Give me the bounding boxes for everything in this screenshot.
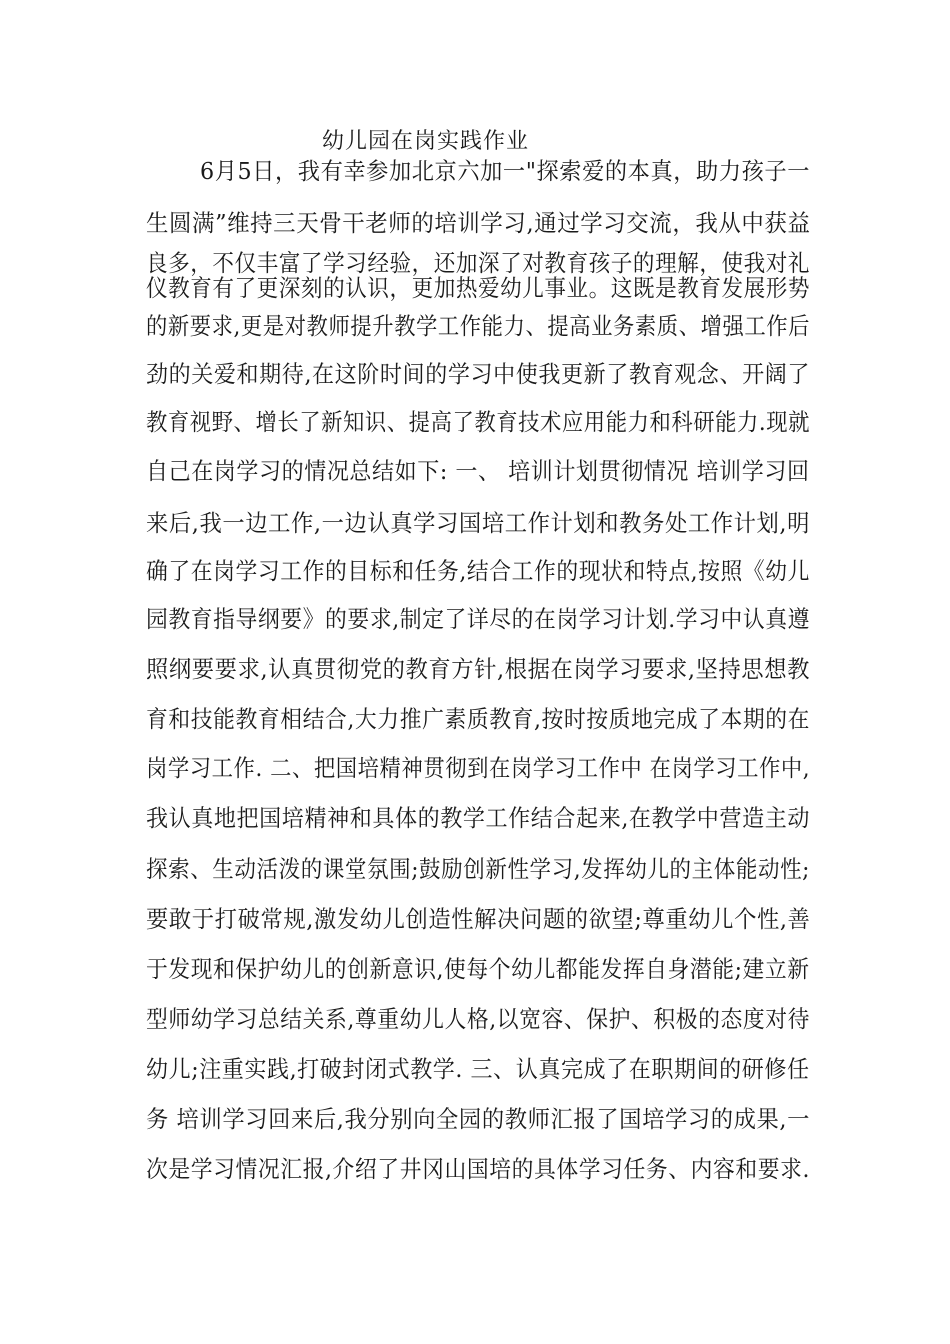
paragraph-line: 生圆满”维持三天骨干老师的培训学习,通过学习交流，我从中获益 xyxy=(146,209,811,237)
paragraph-line: 6月5日，我有幸参加北京六加一"探索爱的本真，助力孩子一 xyxy=(200,157,810,185)
paragraph-line: 型师幼学习总结关系,尊重幼儿人格,以宽容、保护、积极的态度对待 xyxy=(146,1005,811,1033)
paragraph-line: 劲的关爱和期待,在这阶时间的学习中使我更新了教育观念、开阔了 xyxy=(146,360,810,388)
paragraph-line: 仪教育有了更深刻的认识，更加热爱幼儿事业。这既是教育发展形势 xyxy=(146,274,811,302)
paragraph-line: 我认真地把国培精神和具体的教学工作结合起来,在教学中营造主动 xyxy=(146,804,810,832)
paragraph-line: 岗学习工作. 二、把国培精神贯彻到在岗学习工作中 在岗学习工作中, xyxy=(146,754,811,782)
paragraph-line: 务 培训学习回来后,我分别向全园的教师汇报了国培学习的成果,一 xyxy=(146,1105,810,1133)
document-title: 幼儿园在岗实践作业 xyxy=(322,129,530,154)
paragraph-line: 探索、生动活泼的课堂氛围;鼓励创新性学习,发挥幼儿的主体能动性; xyxy=(146,855,810,883)
paragraph-line: 的新要求,更是对教师提升教学工作能力、提高业务素质、增强工作后 xyxy=(146,312,811,340)
paragraph-line: 于发现和保护幼儿的创新意识,使每个幼儿都能发挥自身潜能;建立新 xyxy=(146,955,810,983)
paragraph-line: 园教育指导纲要》的要求,制定了详尽的在岗学习计划.学习中认真遵 xyxy=(146,605,811,633)
paragraph-line: 自己在岗学习的情况总结如下: 一、 培训计划贯彻情况 培训学习回 xyxy=(146,457,810,485)
paragraph-line: 要敢于打破常规,激发幼儿创造性解决问题的欲望;尊重幼儿个性,善 xyxy=(146,905,811,933)
paragraph-line: 次是学习情况汇报,介绍了井冈山国培的具体学习任务、内容和要求. xyxy=(146,1155,811,1183)
paragraph-line: 教育视野、增长了新知识、提高了教育技术应用能力和科研能力.现就 xyxy=(146,408,811,436)
paragraph-line: 确了在岗学习工作的目标和任务,结合工作的现状和特点,按照《幼儿 xyxy=(146,557,811,585)
paragraph-line: 育和技能教育相结合,大力推广素质教育,按时按质地完成了本期的在 xyxy=(146,705,811,733)
paragraph-line: 良多，不仅丰富了学习经验，还加深了对教育孩子的理解，使我对礼 xyxy=(146,249,811,277)
paragraph-line: 照纲要要求,认真贯彻党的教育方针,根据在岗学习要求,坚持思想教 xyxy=(146,655,810,683)
paragraph-line: 幼儿;注重实践,打破封闭式教学. 三、认真完成了在职期间的研修任 xyxy=(146,1055,810,1083)
paragraph-line: 来后,我一边工作,一边认真学习国培工作计划和教务处工作计划,明 xyxy=(146,509,810,537)
